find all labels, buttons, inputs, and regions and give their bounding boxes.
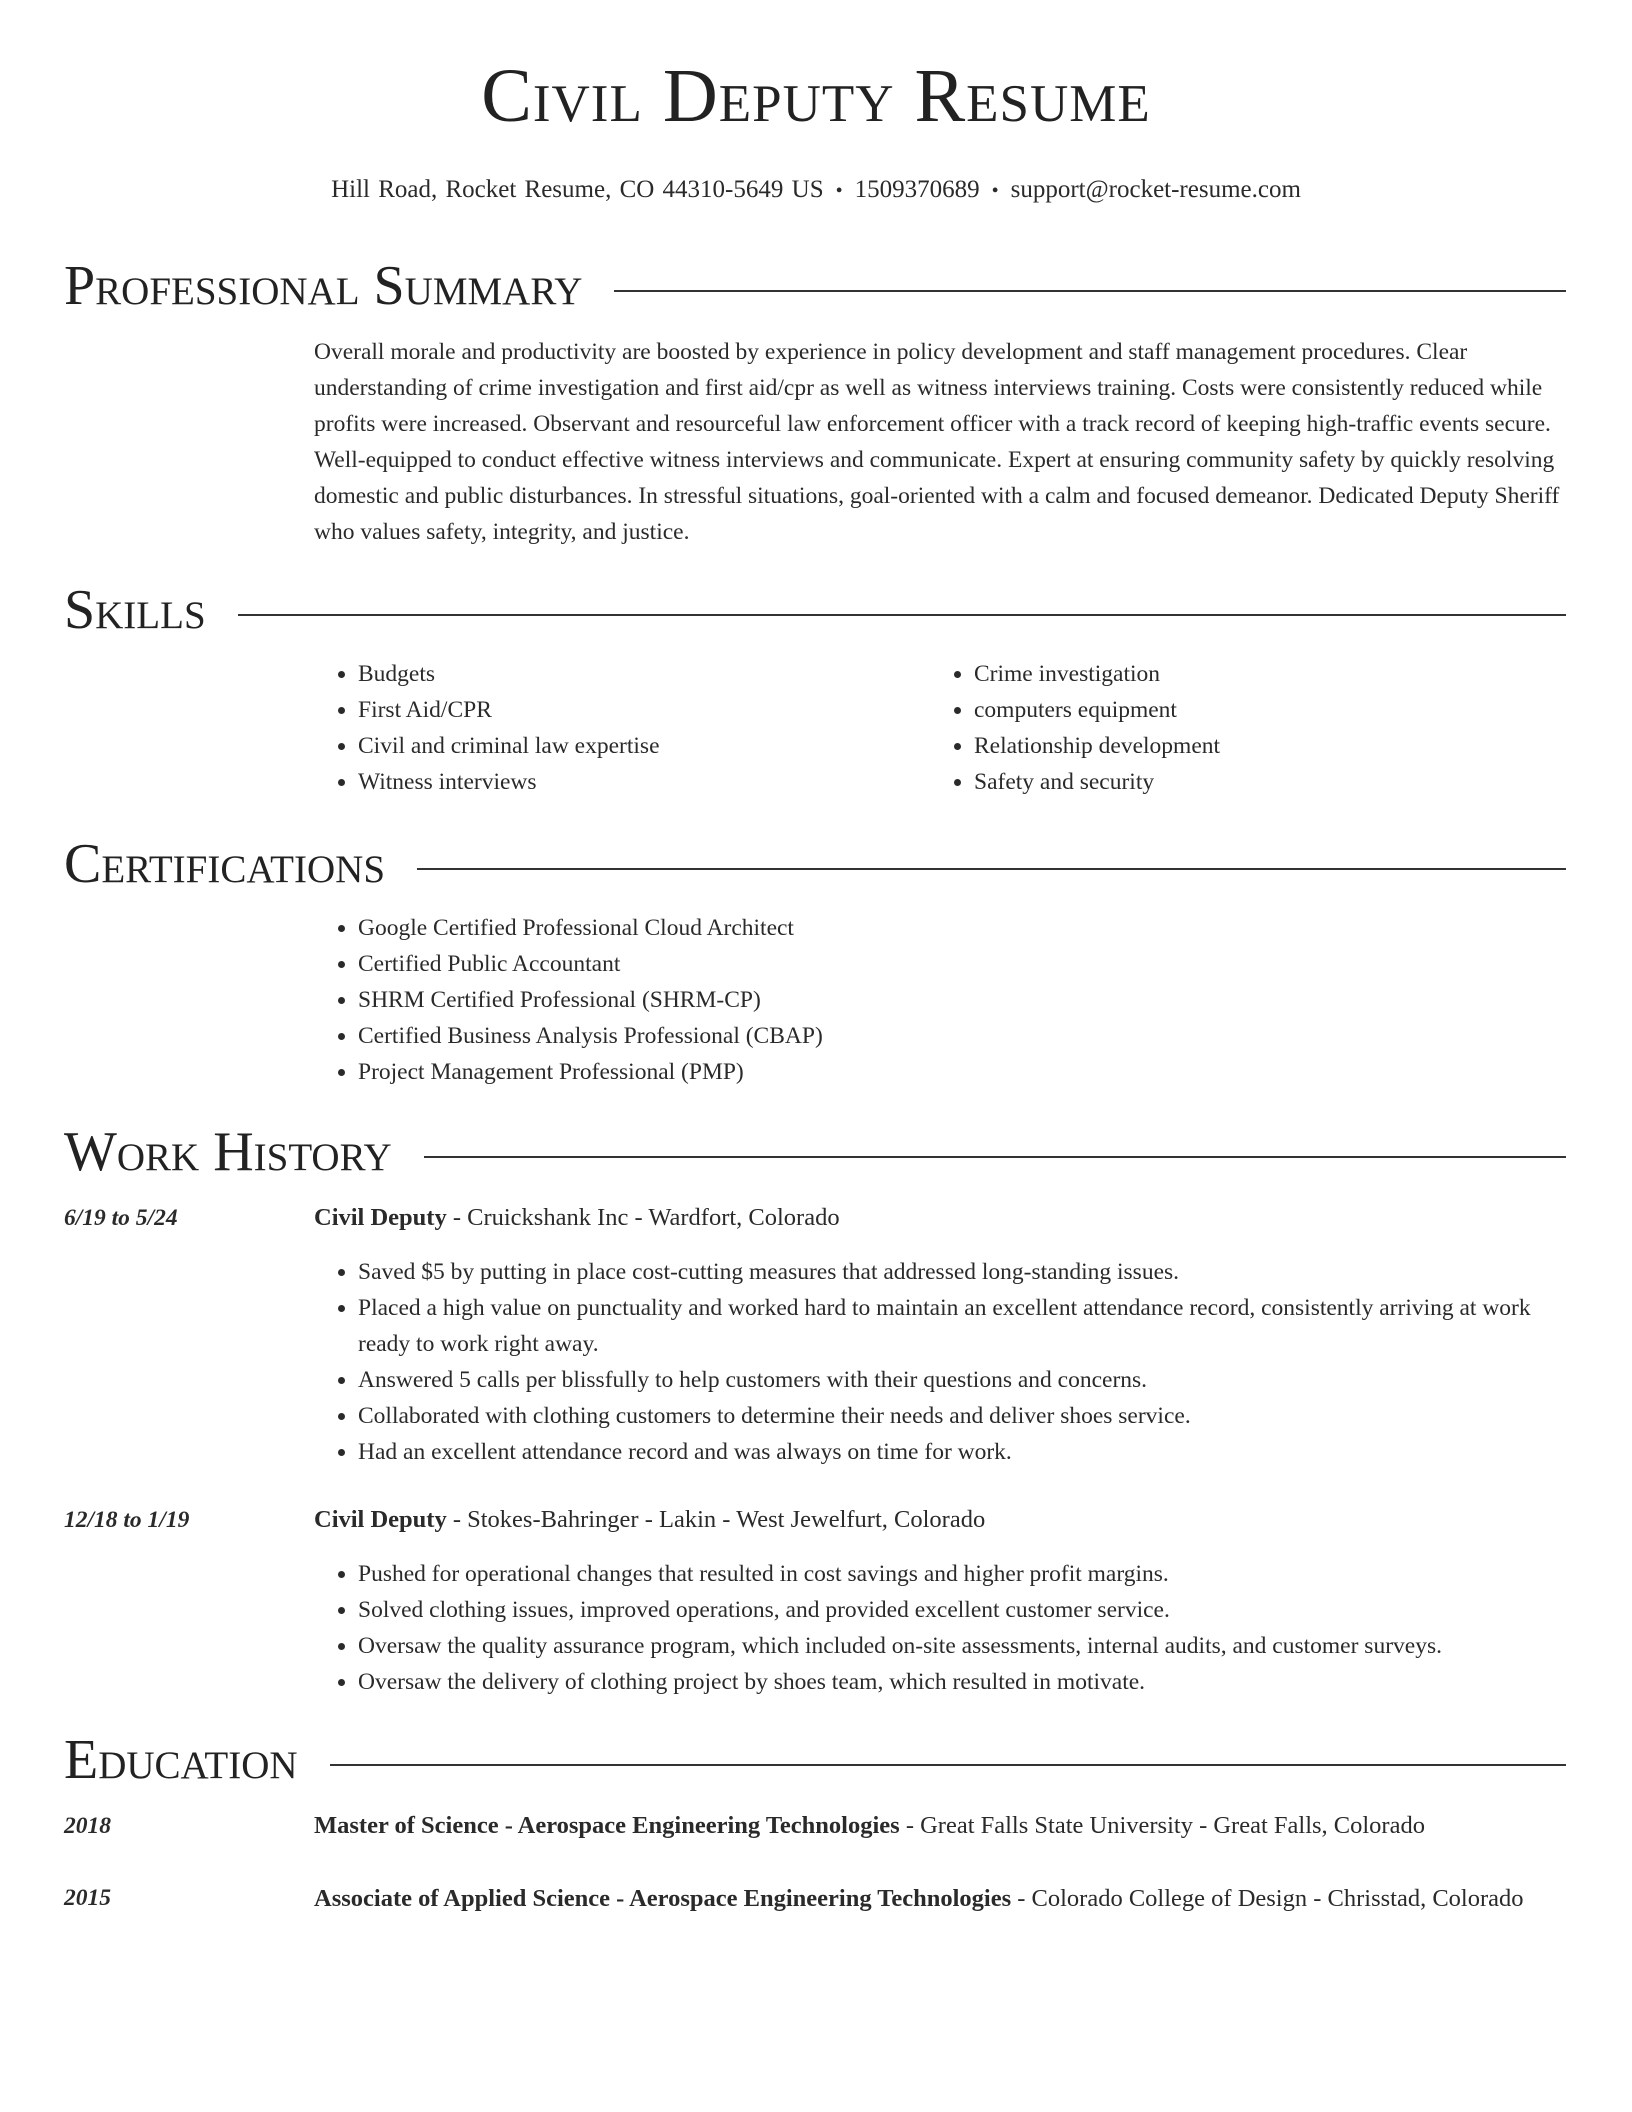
section-heading: Skills	[64, 579, 206, 641]
job-entry	[314, 1200, 1568, 1470]
section-heading: Work History	[64, 1121, 392, 1183]
job-bullet: • Placed a high value on punctuality and worked hard to maintain an excellent attendance record, consistently arriving at work ready to work right away.	[358, 1290, 1568, 1362]
job-bullet: • Had an excellent attendance record and was always on time for work.	[358, 1434, 1568, 1470]
job-bullet: • Pushed for operational changes that resulted in cost savings and higher profit margins.	[358, 1556, 1568, 1592]
certification-item: • Google Certified Professional Cloud Architect	[358, 910, 1568, 946]
skill-item: • Safety and security	[974, 764, 1546, 800]
section-skills-header	[64, 579, 1566, 641]
education-degree: Master of Science - Aerospace Engineering Technologies	[314, 1812, 900, 1839]
job-details: - Stokes-Bahringer - Lakin - West Jewelfurt, Colorado	[446, 1506, 986, 1533]
section-certifications-header	[64, 833, 1566, 895]
section-heading: Professional Summary	[64, 255, 583, 317]
education-entry	[314, 1880, 1568, 1918]
section-education-header	[64, 1729, 1566, 1791]
contact-address: Hill Road, Rocket Resume, CO 44310-5649 US	[331, 176, 824, 203]
education-line	[314, 1880, 1568, 1918]
section-heading: Education	[64, 1729, 298, 1791]
resume-title: Civil Deputy Resume	[481, 54, 1151, 138]
contact-phone[interactable]: 1509370689	[854, 176, 980, 203]
skill-item: • Civil and criminal law expertise	[358, 728, 930, 764]
job-title-line	[314, 1502, 1568, 1538]
job-dates: 6/19 to 5/24	[64, 1205, 178, 1231]
section-summary-header	[64, 255, 1566, 317]
education-details: - Colorado College of Design - Chrisstad, Colorado	[1011, 1885, 1524, 1912]
skill-item: • computers equipment	[974, 692, 1546, 728]
certification-item: • Certified Public Accountant	[358, 946, 1568, 982]
education-entry	[314, 1808, 1568, 1844]
section-work-header	[64, 1121, 1566, 1183]
education-year: 2015	[64, 1885, 111, 1911]
job-dates: 12/18 to 1/19	[64, 1507, 190, 1533]
job-bullet: • Saved $5 by putting in place cost-cutting measures that addressed long-standing issues.	[358, 1254, 1568, 1290]
contact-line	[0, 176, 1632, 204]
job-title: Civil Deputy	[314, 1204, 447, 1231]
job-bullets	[314, 1556, 1568, 1700]
summary-content	[314, 334, 1568, 550]
certification-item: • Project Management Professional (PMP)	[358, 1054, 1568, 1090]
contact-email[interactable]: support@rocket-resume.com	[1010, 176, 1301, 203]
job-bullet: • Oversaw the delivery of clothing project by shoes team, which resulted in motivate.	[358, 1664, 1568, 1700]
education-year: 2018	[64, 1813, 111, 1839]
education-line	[314, 1808, 1568, 1844]
skills-content	[314, 656, 1568, 800]
skills-column-left	[314, 656, 930, 800]
job-entry	[314, 1502, 1568, 1700]
section-divider	[238, 614, 1566, 616]
bullet-separator: •	[991, 180, 999, 202]
summary-text: Overall morale and productivity are boosted by experience in policy development and staff management procedures. Clear understanding of crime investigation and first aid/cpr as well as witness interviews training. Costs were consistently reduced while profits were increased. Observant and resourceful law enforcement officer with a track record of keeping high-traffic events secure. Well-equipped to conduct effective witness interviews and communicate. Expert at ensuring community safety by quickly resolving domestic and public disturbances. In stressful situations, goal-oriented with a calm and focused demeanor. Dedicated Deputy Sheriff who values safety, integrity, and justice.	[314, 339, 1560, 545]
job-bullet: • Collaborated with clothing customers to determine their needs and deliver shoes service.	[358, 1398, 1568, 1434]
skill-item: • Relationship development	[974, 728, 1546, 764]
section-divider	[424, 1156, 1566, 1158]
job-title: Civil Deputy	[314, 1506, 447, 1533]
job-title-line	[314, 1200, 1568, 1236]
section-divider	[614, 290, 1566, 292]
education-degree: Associate of Applied Science - Aerospace Engineering Technologies	[314, 1885, 1012, 1912]
job-details: - Cruickshank Inc - Wardfort, Colorado	[446, 1204, 840, 1231]
skill-item: • Crime investigation	[974, 656, 1546, 692]
skill-item: • Witness interviews	[358, 764, 930, 800]
section-divider	[330, 1764, 1566, 1766]
bullet-separator: •	[835, 180, 843, 202]
skills-column-right	[930, 656, 1546, 800]
skill-item: • Budgets	[358, 656, 930, 692]
section-divider	[417, 868, 1566, 870]
job-bullet: • Answered 5 calls per blissfully to help customers with their questions and concerns.	[358, 1362, 1568, 1398]
certification-item: • SHRM Certified Professional (SHRM-CP)	[358, 982, 1568, 1018]
skill-item: • First Aid/CPR	[358, 692, 930, 728]
section-heading: Certifications	[64, 833, 386, 895]
certification-item: • Certified Business Analysis Professional (CBAP)	[358, 1018, 1568, 1054]
job-bullets	[314, 1254, 1568, 1470]
education-details: - Great Falls State University - Great Falls, Colorado	[899, 1812, 1425, 1839]
job-bullet: • Oversaw the quality assurance program, which included on-site assessments, internal audits, and customer surveys.	[358, 1628, 1568, 1664]
job-bullet: • Solved clothing issues, improved operations, and provided excellent customer service.	[358, 1592, 1568, 1628]
certifications-content	[314, 910, 1568, 1090]
